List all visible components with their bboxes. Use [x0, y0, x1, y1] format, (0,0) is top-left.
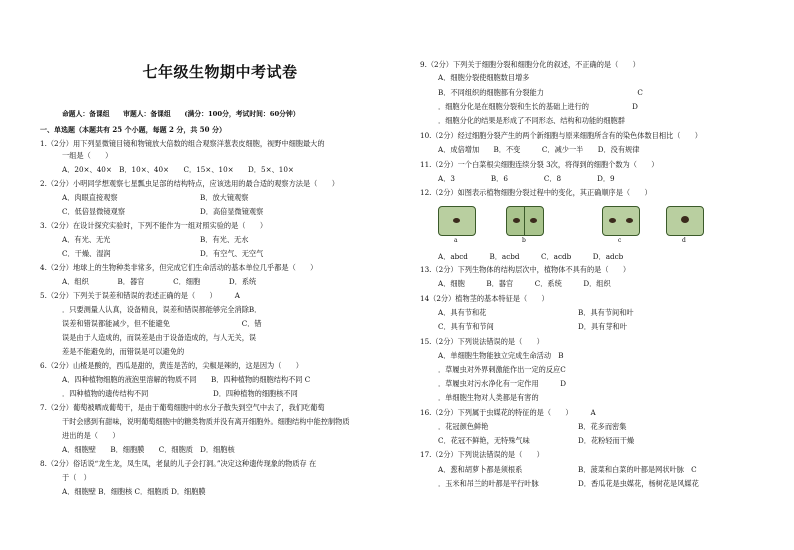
- question-line: D．花粉轻而干燥: [578, 436, 635, 445]
- nucleus-icon: [609, 218, 616, 223]
- question-line: 9.（2分）下列关于细胞分裂和细胞分化的叙述，不正确的是（ ）: [420, 60, 640, 69]
- question-line: 3.（2分）在设计探究实验时，下列不能作为一组对照实验的是（ ）: [40, 221, 268, 230]
- cell-stage-d: [666, 206, 704, 236]
- question-line: 5.（2分）下列关于误差和错误的表述正确的是（ ） A: [40, 291, 240, 300]
- question-line: A．四种植物细胞的液泡里溶解的物质不同 B．四种植物的细胞结构不同 C: [62, 375, 311, 384]
- question-line: 10.（2分）经过细胞分裂产生的两个新细胞与原来细胞所含有的染色体数目相比（ ）: [420, 131, 702, 140]
- question-line: C．具有节和节间: [438, 322, 494, 331]
- figure-label: a: [454, 237, 458, 244]
- question-line: 一组是（ ）: [62, 151, 113, 160]
- question-line: 1.（2分）用下列显微镜目镜和物镜放大倍数的组合观察洋葱表皮细胞，视野中细胞最大的: [40, 139, 325, 148]
- question-line: B．花多而密集: [578, 422, 627, 431]
- question-line: 7.（2分）葡萄被晒成葡萄干，是由于葡萄细胞中的水分子散失到空气中去了，我们吃葡萄: [40, 403, 325, 412]
- question-line: A．组织 B．器官 C．细胞 D．系统: [62, 277, 257, 286]
- nucleus-icon: [453, 218, 460, 223]
- cell-stage-a: [438, 206, 476, 236]
- question-line: 8.（2分）俗话说“龙生龙，凤生凤，老鼠的儿子会打洞。”决定这种遗传现象的物质存 在: [40, 459, 317, 468]
- question-line: B．不同组织的细胞都有分裂能力 C: [438, 88, 643, 97]
- question-line: ．草履虫对污水净化有一定作用 D: [438, 379, 566, 388]
- question-line: C．干燥、湿润: [62, 249, 111, 258]
- cell-wall-divider: [524, 207, 525, 235]
- question-line: A．细胞分裂使细胞数目增多: [438, 73, 530, 82]
- question-line: 17.（2分）下列说法错误的是（ ）: [420, 450, 544, 459]
- question-line: ．四种植物的遗传结构不同 D．四种植物的细胞核不同: [62, 389, 298, 398]
- question-line: A．细胞壁 B．细胞膜 C．细胞质 D．细胞核: [62, 445, 235, 454]
- exam-meta: 命题人：备课组 审题人：备课组 (满分：100分，考试时间：60分钟）: [62, 110, 300, 118]
- question-line: 4.（2分）地球上的生物种类非常多，但完成它们生命活动的基本单位几乎都是（ ）: [40, 263, 318, 272]
- question-line: A．abcd B．acbd C．acdb D．adcb: [438, 252, 624, 261]
- question-line: C．低倍显微镜观察: [62, 207, 126, 216]
- figure-label: d: [682, 237, 686, 244]
- question-line: B．有光、无水: [200, 235, 249, 244]
- question-line: D．高倍显微镜观察: [200, 207, 264, 216]
- nucleus-icon: [530, 218, 537, 223]
- question-line: A．细胞壁 B．细胞核 C．细胞质 D．细胞膜: [62, 487, 206, 496]
- cell-division-figure: [438, 206, 718, 248]
- question-line: ．只要测量人认真，设备精良，误差和错误都能够完全消除B．: [62, 305, 262, 314]
- question-line: ．细胞分化的结果是形成了不同形态、结构和功能的细胞群: [438, 116, 625, 125]
- question-line: 15.（2分）下列说法错误的是（ ）: [420, 337, 544, 346]
- question-line: ．玉米和吊兰的叶都是平行叶脉: [438, 479, 539, 488]
- nucleus-icon: [626, 218, 633, 223]
- nucleus-icon: [681, 216, 689, 223]
- question-line: 2.（2分）小明同学想观察七星瓢虫足部的结构特点，应该选用的最合适的观察方法是（ ）: [40, 179, 339, 188]
- cell-stage-b: [506, 206, 544, 236]
- question-line: A．3 B．6 C．8 D．9: [438, 174, 615, 183]
- question-line: 差是不能避免的，而错误是可以避免的: [62, 347, 185, 356]
- question-line: ．草履虫对外界刺激能作出一定的反应C: [438, 365, 566, 374]
- question-line: 进出的是（ ）: [62, 431, 120, 440]
- nucleus-icon: [513, 218, 520, 223]
- question-line: 6.（2分）山楂是酸的，西瓜是甜的，黄连是苦的，尖椒是辣的，这是因为（ ）: [40, 361, 303, 370]
- question-line: 误是由于人造成的，而误差是由于设备造成的，与人无关，误: [62, 333, 257, 342]
- question-line: B．菠菜和白菜的叶都是网状叶脉 C: [578, 465, 697, 474]
- question-line: 16.（2分）下列属于虫媒花的特征的是（ ） A: [420, 408, 596, 417]
- question-line: 误差和错误都能减少，但不能避免 C．错: [62, 319, 262, 328]
- question-line: D．具有芽和叶: [578, 322, 627, 331]
- question-line: ．细胞分化是在细胞分裂和生长的基础上进行的 D: [438, 102, 638, 111]
- question-line: 11.（2分）一个白菜根尖细胞连续分裂 3次，将得到的细胞个数为（ ）: [420, 160, 659, 169]
- question-line: D．香瓜花是虫媒花，杨树花是风媒花: [578, 479, 699, 488]
- section-heading: 一、单选题（本题共有 25 个小题，每题 2 分，共 50 分）: [40, 125, 226, 134]
- question-line: B．放大镜观察: [200, 193, 249, 202]
- question-line: 13.（2分）下列生物体的结构层次中，植物体不具有的是（ ）: [420, 265, 631, 274]
- question-line: A．有光、无光: [62, 235, 111, 244]
- figure-label: b: [522, 237, 526, 244]
- question-line: ．花冠颜色鲜艳: [438, 422, 489, 431]
- cell-stage-c: [602, 206, 640, 236]
- question-line: ．单细胞生物对人类都是有害的: [438, 393, 539, 402]
- exam-title: 七年级生物期中考试卷: [142, 63, 298, 81]
- question-line: D．有空气、无空气: [200, 249, 264, 258]
- question-line: 于（ ）: [62, 473, 91, 482]
- question-line: 12.（2分）如图表示植物细胞分裂过程中的变化，其正确顺序是（ ）: [420, 188, 652, 197]
- question-line: A．肉眼直接观察: [62, 193, 118, 202]
- question-line: 干时会感到有甜味，说明葡萄细胞中的糖类物质并没有离开细胞外。细胞结构中能控制物质: [62, 417, 350, 426]
- question-line: A．葱和胡萝卜都是须根系: [438, 465, 523, 474]
- question-line: A．具有节和花: [438, 308, 487, 317]
- question-line: 14（2分）植物茎的基本特征是（ ）: [420, 294, 549, 303]
- question-line: A．成倍增加 B．不变 C．减少一半 D．没有规律: [438, 145, 640, 154]
- question-line: A．细胞 B．器官 C．系统 D．组织: [438, 279, 611, 288]
- figure-label: c: [618, 237, 622, 244]
- question-line: B．具有节间和叶: [578, 308, 634, 317]
- question-line: A．单细胞生物能独立完成生命活动 B: [438, 351, 564, 360]
- question-line: C．花冠不鲜艳，无特殊气味: [438, 436, 530, 445]
- question-line: A．20×、40× B．10×、40× C．15×、10× D．5×、10×: [62, 165, 294, 174]
